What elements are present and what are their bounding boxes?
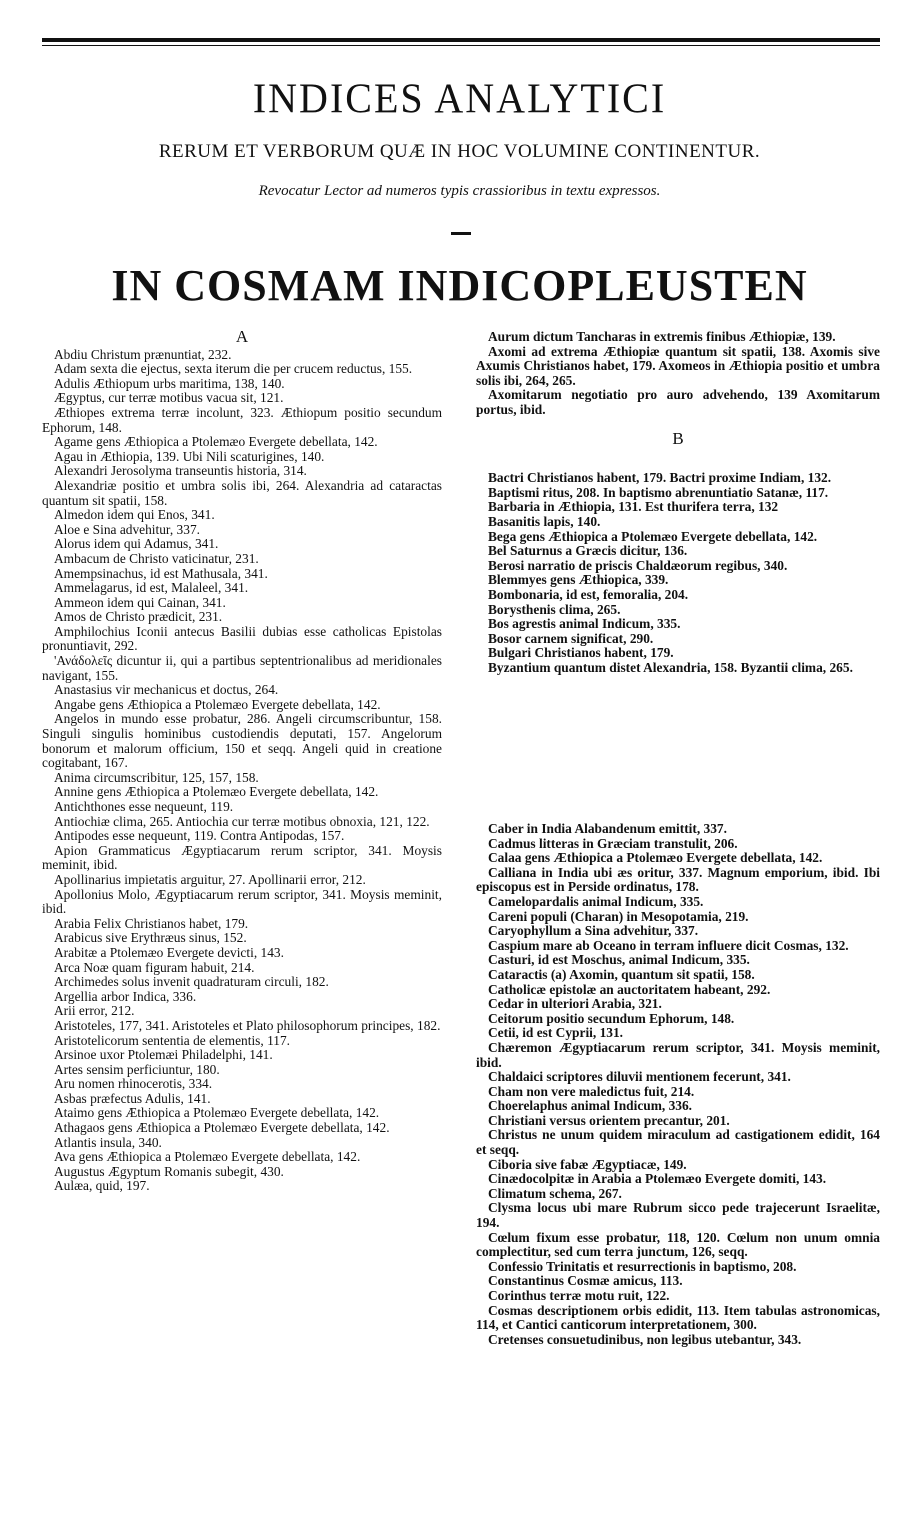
index-entry: Cretenses consuetudinibus, non legibus utebantur, 343. [488,1331,802,1347]
index-entry: Antichthones esse nequeunt, 119. [54,799,234,814]
index-entry: Adulis Æthiopum urbs maritima, 138, 140. [54,375,285,391]
index-entry: Caber in India Alabandenum emittit, 337. [488,821,727,836]
index-entry: Axomitarum negotiatio pro auro advehendo, 139 Axomitarum portus, ibid. [476,387,880,417]
index-entry: Aru nomen rhinocerotis, 334. [54,1076,213,1092]
index-entry: Cinædocolpitæ in Arabia a Ptolemæo Evergete domiti, 143. [488,1171,827,1187]
index-entry: Cedar in ulteriori Arabia, 321. [488,996,662,1012]
index-list-a [42,348,442,1194]
index-entry: Ægyptus, cur terræ motibus vacua sit, 121. [54,390,284,406]
index-entry: Cœlum fixum esse probatur, 118, 120. Cœlum non unum omnia complectitur, sed cum terra junctum, 126, seqq. [476,1229,880,1260]
index-entry: Agame gens Æthiopica a Ptolemæo Evergete debellata, 142. [54,434,378,450]
index-entry: Clysma locus ubi mare Rubrum sicco pede trajecerunt Israelitæ, 194. [476,1200,880,1231]
index-entry: Corinthus terræ motu ruit, 122. [488,1288,670,1303]
index-entry: Choerelaphus animal Indicum, 336. [488,1098,692,1114]
letter-heading-b: B [672,428,684,448]
index-entry: Amos de Christo prædicit, 231. [54,609,223,625]
index-entry: Aristoteles, 177, 341. Aristoteles et Plato philosophorum principes, 182. [54,1017,441,1033]
index-entry: Catholicæ epistolæ an auctoritatem habeant, 292. [488,981,771,997]
index-entry: Arabicus sive Erythræus sinus, 152. [54,930,247,946]
index-entry: Artes sensim perficiuntur, 180. [54,1061,220,1077]
index-entry: Aurum dictum Tancharas in extremis finibus Æthiopiæ, 139. [488,329,836,344]
index-entry: Cataractis (a) Axomin, quantum sit spatii, 158. [488,966,755,982]
right-column-c [476,822,880,1347]
separator-dash [451,232,471,235]
section-main-title: IN COSMAM INDICOPLEUSTEN [111,261,808,310]
index-entry: Bulgari Christianos habent, 179. [488,645,674,661]
index-entry: Constantinus Cosmæ amicus, 113. [488,1273,683,1289]
index-entry: Abdiu Christum prænuntiat, 232. [54,346,232,362]
index-entry: Almedon idem qui Enos, 341. [54,507,215,523]
index-entry: Apion Grammaticus Ægyptiacarum rerum scriptor, 341. Moysis meminit, ibid. [42,842,442,873]
index-entry: 'Ανάδολεῖς dicuntur ii, qui a partibus septentrionalibus ad meridionales navigant, 155. [42,653,442,683]
index-entry: Borysthenis clima, 265. [488,601,621,617]
index-entry: Æthiopes extrema terræ incolunt, 323. Æthiopum positio secundum Ephorum, 148. [42,404,442,435]
page-subtitle: RERUM ET VERBORUM QUÆ IN HOC VOLUMINE CONTINENTUR. [158,141,761,162]
index-entry: Cadmus litteras in Græciam transtulit, 206. [488,835,738,851]
index-entry: Atlantis insula, 340. [54,1134,162,1150]
index-entry: Adam sexta die ejectus, sexta iterum die per crucem reductus, 155. [54,361,413,377]
index-entry: Antipodes esse nequeunt, 119. Contra Antipodas, 157. [54,828,345,844]
index-entry: Berosi narratio de priscis Chaldæorum regibus, 340. [488,557,788,573]
index-entry: Ceitorum positio secundum Ephorum, 148. [488,1010,735,1026]
page-title: INDICES ANALYTICI [252,74,667,123]
index-entry: Aulæa, quid, 197. [54,1178,150,1194]
index-entry: Amphilochius Iconii antecus Basilii dubias esse catholicas Epistolas pronuntiavit, 292. [42,623,442,654]
index-entry: Argellia arbor Indica, 336. [54,988,197,1004]
index-list-b [476,471,880,675]
index-entry: Angabe gens Æthiopica a Ptolemæo Evergete debellata, 142. [54,696,381,712]
index-entry: Ataimo gens Æthiopica a Ptolemæo Evergete debellata, 142. [54,1105,380,1121]
index-entry: Confessio Trinitatis et resurrectionis in baptismo, 208. [488,1258,797,1274]
index-entry: Arii error, 212. [54,1003,135,1019]
index-entry: Climatum schema, 267. [488,1185,622,1201]
index-entry: Bos agrestis animal Indicum, 335. [488,616,681,632]
index-entry: Blemmyes gens Æthiopica, 339. [488,572,669,588]
index-entry: Apollonius Molo, Ægyptiacarum rerum scriptor, 341. Moysis meminit, ibid. [42,886,442,917]
index-entry: Aloe e Sina advehitur, 337. [54,521,200,537]
index-entry: Bel Saturnus a Græcis dicitur, 136. [488,543,688,559]
index-entry: Basanitis lapis, 140. [488,513,601,529]
index-entry: Chaldaici scriptores diluvii mentionem fecerunt, 341. [488,1069,791,1085]
index-entry: Casturi, id est Moschus, animal Indicum, 335. [488,952,750,968]
index-entry: Angelos in mundo esse probatur, 286. Angeli circumscribuntur, 158. Singuli singulis hominibus custodiendis deputati, 157. Angelorum bonorum et malorum officium, 150 et seqq. Angeli quid in creatione cogitabant, 167. [42,711,442,771]
index-entry: Camelopardalis animal Indicum, 335. [488,893,704,909]
top-double-rule [42,38,880,46]
index-entry: Chæremon Ægyptiacarum rerum scriptor, 341. Moysis meminit, ibid. [476,1039,880,1070]
index-entry: Alorus idem qui Adamus, 341. [54,536,219,552]
index-entry: Cetii, id est Cyprii, 131. [488,1025,624,1041]
index-entry: Alexandri Jerosolyma transeuntis historia, 314. [54,463,307,479]
index-entry: Bega gens Æthiopica a Ptolemæo Evergete debellata, 142. [488,528,818,544]
index-entry: Cham non vere maledictus fuit, 214. [488,1083,695,1099]
index-entry: Cosmas descriptionem orbis edidit, 113. Item tabulas astronomicas, 114, et Cantici canticorum interpretationem, 300. [476,1302,880,1333]
reader-note: Revocatur Lector ad numeros typis crassioribus in textu expressos. [258,183,661,199]
index-entry: Amempsinachus, id est Mathusala, 341. [54,565,268,581]
index-entry: Ammeon idem qui Cainan, 341. [54,594,226,610]
index-entry: Apollinarius impietatis arguitur, 27. Apollinarii error, 212. [54,871,366,887]
index-list-c [476,822,880,1347]
index-entry: Bombonaria, id est, femoralia, 204. [488,586,689,602]
index-entry: Arabitæ a Ptolemæo Evergete devicti, 143. [54,944,284,960]
index-entry: Asbas præfectus Adulis, 141. [54,1090,211,1106]
left-column [42,327,442,1194]
index-entry: Caspium mare ab Oceano in terram influere dicit Cosmas, 132. [488,937,849,953]
index-entry: Annine gens Æthiopica a Ptolemæo Evergete debellata, 142. [54,784,379,800]
index-entry: Bosor carnem significat, 290. [488,630,654,646]
index-entry: Anima circumscribitur, 125, 157, 158. [54,769,259,785]
index-entry: Augustus Ægyptum Romanis subegit, 430. [54,1163,284,1179]
right-column [476,330,880,675]
index-entry: Barbaria in Æthiopia, 131. Est thurifera terra, 132 [488,499,779,515]
index-entry: Calaa gens Æthiopica a Ptolemæo Evergete debellata, 142. [488,850,823,866]
index-entry: Archimedes solus invenit quadraturam circuli, 182. [54,974,329,990]
index-entry: Byzantium quantum distet Alexandria, 158. Byzantii clima, 265. [488,659,853,675]
index-entry: Arabia Felix Christianos habet, 179. [54,915,249,931]
letter-heading-a: A [235,327,249,346]
index-entry: Baptismi ritus, 208. In baptismo abrenuntiatio Satanæ, 117. [488,484,829,500]
index-entry: Calliana in India ubi æs oritur, 337. Magnum emporium, ibid. Ibi episcopus est in Perside ordinatus, 178. [476,864,880,895]
index-entry: Careni populi (Charan) in Mesopotamia, 219. [488,908,749,924]
index-entry: Bactri Christianos habent, 179. Bactri proxime Indiam, 132. [488,470,832,486]
index-entry: Alexandriæ positio et umbra solis ibi, 264. Alexandria ad cataractas quantum sit spatii, 158. [42,477,442,508]
index-entry: Christiani versus orientem precantur, 201. [488,1112,730,1128]
index-entry: Ammelagarus, id est, Malaleel, 341. [54,580,249,596]
index-entry: Antiochiæ clima, 265. Antiochia cur terræ motibus obnoxia, 121, 122. [54,813,430,829]
index-entry: Christus ne unum quidem miraculum ad castigationem edidit, 164 et seqq. [476,1127,880,1158]
index-entry: Athagaos gens Æthiopica a Ptolemæo Evergete debellata, 142. [54,1120,390,1136]
index-entry: Ciboria sive fabæ Ægyptiacæ, 149. [488,1156,687,1172]
index-entry: Agau in Æthiopia, 139. Ubi Nili scaturigines, 140. [54,448,325,464]
index-entry: Ambacum de Christo vaticinatur, 231. [54,550,259,566]
index-entry: Caryophyllum a Sina advehitur, 337. [488,923,699,939]
index-entry: Aristotelicorum sententia de elementis, 117. [54,1032,291,1048]
index-entry: Anastasius vir mechanicus et doctus, 264. [54,682,279,698]
index-list-a-continued [476,330,880,418]
index-entry: Arca Noæ quam figuram habuit, 214. [54,959,255,975]
index-entry: Axomi ad extrema Æthiopiæ quantum sit spatii, 138. Axomis sive Axumis Christianos habet, 179. Axomeos in Æthiopia positio et umbra solis ibi, 264, 265. [476,343,880,388]
index-entry: Arsinoe uxor Ptolemæi Philadelphi, 141. [54,1047,273,1063]
index-entry: Ava gens Æthiopica a Ptolemæo Evergete debellata, 142. [54,1149,361,1165]
